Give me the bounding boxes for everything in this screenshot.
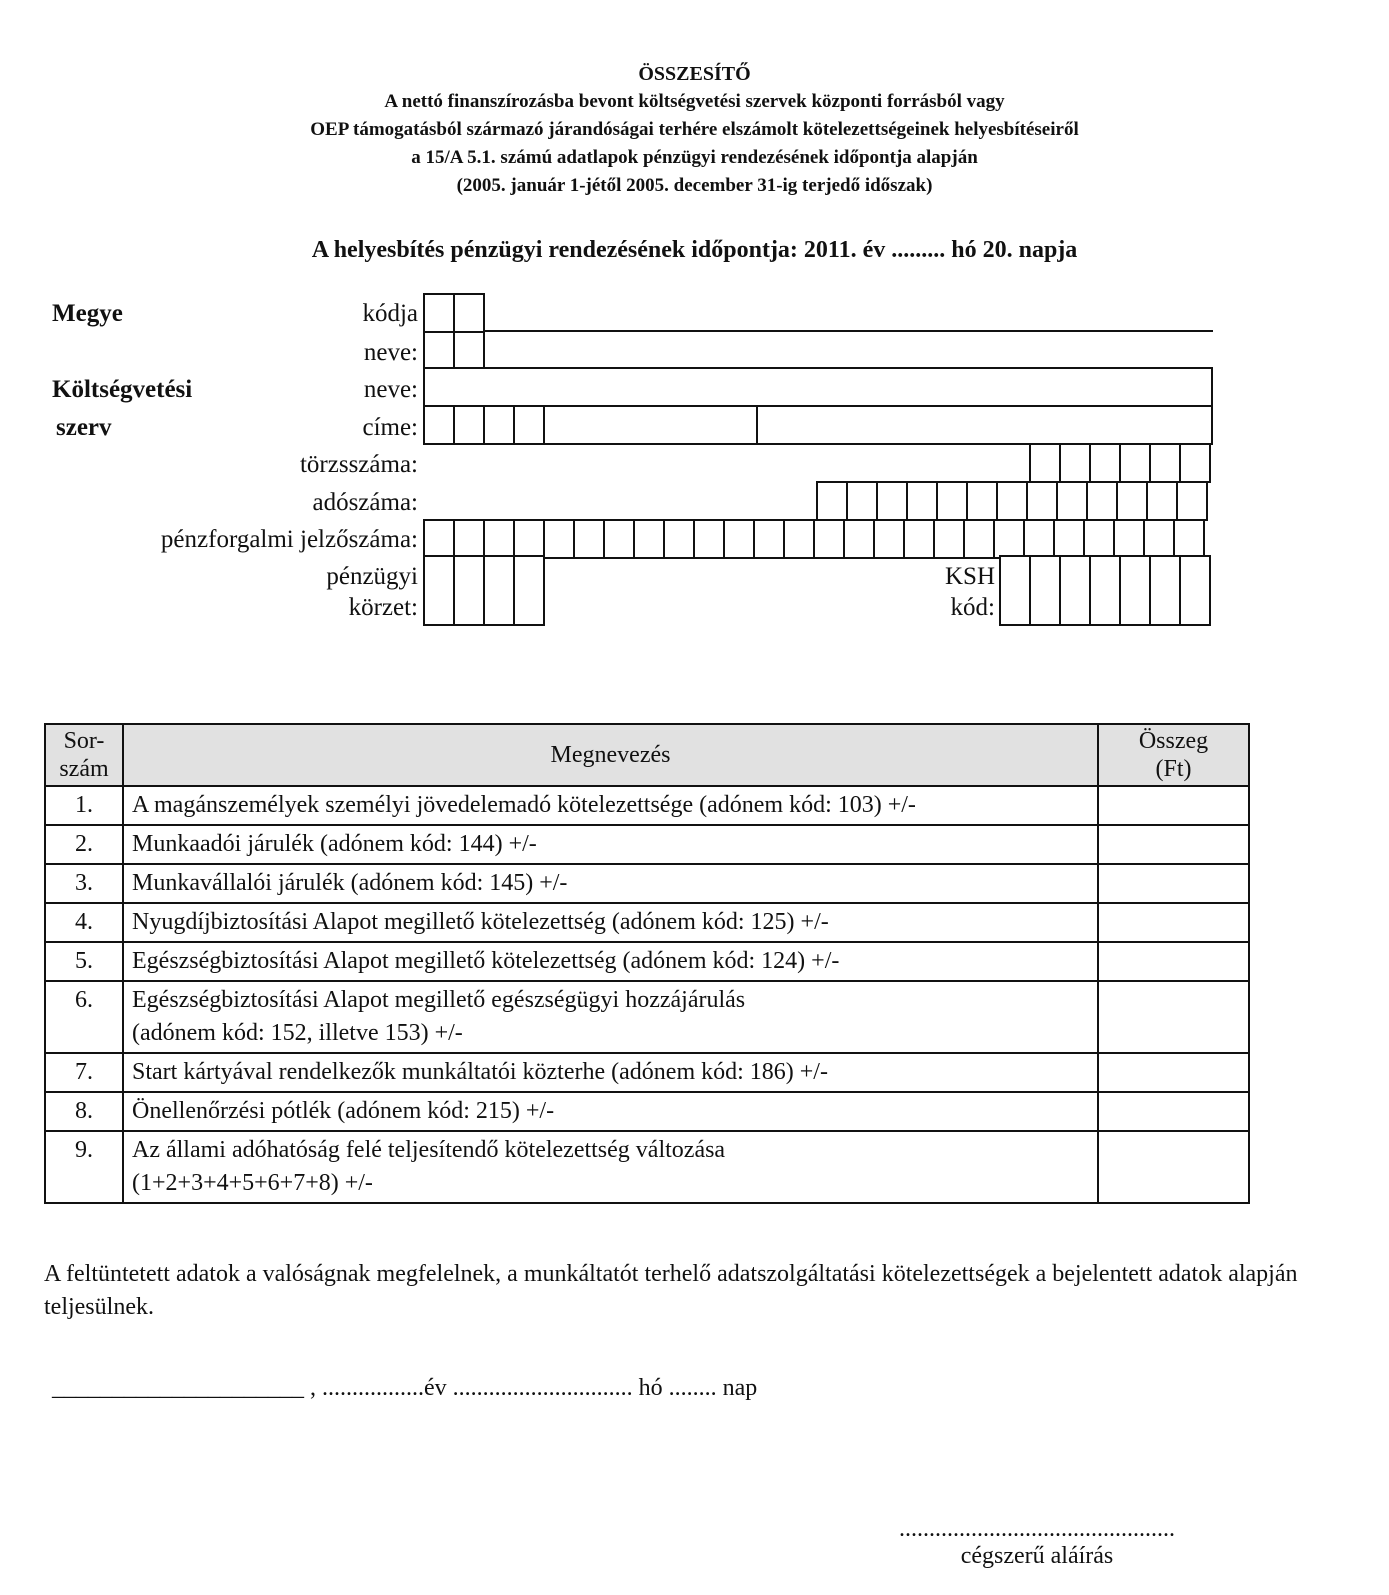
row-amount-cell[interactable]	[1098, 825, 1249, 864]
row-number: 7.	[45, 1053, 123, 1092]
adoszama-label: adószáma:	[312, 489, 418, 516]
penzugyi-label: pénzügyi	[326, 563, 418, 590]
penzforgalmi-cell[interactable]	[843, 519, 875, 559]
table-row	[45, 864, 1249, 903]
penzforgalmi-cell[interactable]	[543, 519, 575, 559]
row-description-line: Egészségbiztosítási Alapot megillető egészségügyi hozzájárulás	[132, 987, 746, 1013]
document-header	[0, 60, 1389, 200]
megye-code-cell[interactable]	[453, 293, 485, 333]
settlement-date-line: A helyesbítés pénzügyi rendezésének időpontja: 2011. év ......... hó 20. napja	[311, 237, 1078, 263]
penzforgalmi-cell[interactable]	[993, 519, 1025, 559]
row-number: 1.	[45, 786, 123, 825]
neve1-label: neve:	[363, 339, 418, 366]
table-row	[45, 825, 1249, 864]
header-sorszam-1: Sor-	[63, 728, 105, 754]
header-megnevezes: Megnevezés	[123, 724, 1098, 786]
penzforgalmi-cell[interactable]	[663, 519, 695, 559]
row-number: 6.	[45, 981, 123, 1053]
ksh-cell[interactable]	[1149, 555, 1181, 626]
ksh-cell[interactable]	[1059, 555, 1091, 626]
penzforgalmi-cell[interactable]	[753, 519, 785, 559]
penzforgalmi-cell[interactable]	[1083, 519, 1115, 559]
torzsszama-label: törzsszáma:	[299, 451, 418, 478]
summary-table	[44, 723, 1250, 1204]
szerv-label: szerv	[56, 414, 112, 441]
torzsszam-cell[interactable]	[1059, 443, 1091, 483]
row-description-line: Egészségbiztosítási Alapot megillető kötelezettség (adónem kód: 124) +/-	[132, 948, 840, 974]
row-amount-cell[interactable]	[1098, 903, 1249, 942]
postcode-cell[interactable]	[453, 405, 485, 445]
neve2-label: neve:	[363, 376, 418, 403]
header-osszeg-2: (Ft)	[1155, 756, 1192, 782]
adoszam-cell[interactable]	[1116, 481, 1148, 521]
torzsszam-cell[interactable]	[1179, 443, 1211, 483]
adoszam-cell[interactable]	[1176, 481, 1208, 521]
row-description	[123, 981, 1098, 1053]
penzforgalmi-cell[interactable]	[903, 519, 935, 559]
penzforgalmi-cell[interactable]	[1173, 519, 1205, 559]
ksh-cell[interactable]	[1179, 555, 1211, 626]
table-row	[45, 1092, 1249, 1131]
date-place-line[interactable]: _____________________ , .................év .............................. hó ........ nap	[52, 1375, 758, 1401]
signature-label: cégszerű aláírás	[960, 1543, 1114, 1569]
row-number: 4.	[45, 903, 123, 942]
header-sorszam-2: szám	[59, 756, 109, 782]
korzet-cell[interactable]	[453, 555, 485, 626]
adoszam-cell[interactable]	[936, 481, 968, 521]
adoszam-cell[interactable]	[1146, 481, 1178, 521]
table-row	[45, 903, 1249, 942]
header-line-3: a 15/A 5.1. számú adatlapok pénzügyi rendezésének időpontja alapján	[411, 147, 978, 168]
postcode-cell[interactable]	[483, 405, 515, 445]
header-line-1: A nettó finanszírozásba bevont költségvetési szervek központi forrásból vagy	[384, 91, 1005, 112]
row-description-line-2: (1+2+3+4+5+6+7+8) +/-	[132, 1170, 373, 1196]
adoszam-cell[interactable]	[1086, 481, 1118, 521]
penzforgalmi-cell[interactable]	[633, 519, 665, 559]
adoszam-cell[interactable]	[966, 481, 998, 521]
row-description-line: Start kártyával rendelkezők munkáltatói közterhe (adónem kód: 186) +/-	[132, 1059, 828, 1085]
penzforgalmi-cell[interactable]	[723, 519, 755, 559]
row-description	[123, 786, 1098, 825]
penzforgalmi-cell[interactable]	[933, 519, 965, 559]
penzforgalmi-cell[interactable]	[873, 519, 905, 559]
penzforgalmi-cell[interactable]	[813, 519, 845, 559]
torzsszam-cell[interactable]	[1119, 443, 1151, 483]
koltsegvetesi-label: Költségvetési	[52, 376, 193, 403]
signature-dots[interactable]: ..............................................	[899, 1516, 1175, 1542]
row-description	[123, 864, 1098, 903]
row-description-line: Munkavállalói járulék (adónem kód: 145) +/-	[132, 870, 568, 896]
header-sorszam	[45, 724, 123, 786]
megye-name-cell[interactable]	[423, 331, 455, 369]
row-number: 8.	[45, 1092, 123, 1131]
table-row	[45, 786, 1249, 825]
row-description-line-2: (adónem kód: 152, illetve 153) +/-	[132, 1020, 463, 1046]
penzforgalmi-cell[interactable]	[1143, 519, 1175, 559]
adoszam-cell[interactable]	[876, 481, 908, 521]
adoszam-cell[interactable]	[1026, 481, 1058, 521]
ksh-cell[interactable]	[999, 555, 1031, 626]
row-number: 5.	[45, 942, 123, 981]
cime-label: címe:	[362, 414, 418, 441]
row-amount-cell[interactable]	[1098, 981, 1249, 1053]
adoszam-cell[interactable]	[816, 481, 848, 521]
kodja-label: kódja	[362, 300, 418, 327]
row-description	[123, 1092, 1098, 1131]
table-row	[45, 981, 1249, 1053]
ksh-label: KSH	[944, 563, 995, 590]
penzforgalmi-cell[interactable]	[1053, 519, 1085, 559]
torzsszam-cell[interactable]	[1149, 443, 1181, 483]
megye-name-underline	[483, 330, 1213, 332]
megye-code-cell[interactable]	[423, 293, 455, 333]
ksh-cell[interactable]	[1089, 555, 1121, 626]
row-amount-cell[interactable]	[1098, 786, 1249, 825]
row-amount-cell[interactable]	[1098, 1053, 1249, 1092]
postcode-cell[interactable]	[513, 405, 545, 445]
ksh-cell[interactable]	[1029, 555, 1061, 626]
row-number: 9.	[45, 1131, 123, 1203]
row-amount-cell[interactable]	[1098, 1092, 1249, 1131]
header-osszeg	[1098, 724, 1249, 786]
adoszam-cell[interactable]	[996, 481, 1028, 521]
header-line-4: (2005. január 1-jétől 2005. december 31-ig terjedő időszak)	[456, 175, 933, 196]
document-title: ÖSSZESÍTŐ	[638, 63, 751, 85]
header-osszeg-1: Összeg	[1138, 728, 1209, 754]
megye-label: Megye	[52, 300, 123, 327]
korzet-label: körzet:	[348, 594, 418, 621]
penzforgalmi-cell[interactable]	[453, 519, 485, 559]
penzforgalmi-cell[interactable]	[963, 519, 995, 559]
row-number: 2.	[45, 825, 123, 864]
row-description	[123, 942, 1098, 981]
torzsszam-cell[interactable]	[1089, 443, 1121, 483]
penzforgalmi-cell[interactable]	[483, 519, 515, 559]
row-description-line: Az állami adóhatóság felé teljesítendő kötelezettség változása	[132, 1137, 726, 1163]
row-amount-cell[interactable]	[1098, 864, 1249, 903]
row-number: 3.	[45, 864, 123, 903]
table-row	[45, 942, 1249, 981]
ksh-cell[interactable]	[1119, 555, 1151, 626]
megye-name-cell[interactable]	[453, 331, 485, 369]
korzet-cell[interactable]	[513, 555, 545, 626]
row-description	[123, 825, 1098, 864]
penzforgalmi-cell[interactable]	[783, 519, 815, 559]
korzet-cell[interactable]	[483, 555, 515, 626]
kod-label: kód:	[950, 594, 995, 621]
table-row	[45, 1053, 1249, 1092]
row-description-line: Önellenőrzési pótlék (adónem kód: 215) +/-	[132, 1098, 555, 1124]
row-description-line: Nyugdíjbiztosítási Alapot megillető kötelezettség (adónem kód: 125) +/-	[132, 909, 829, 935]
header-line-2: OEP támogatásból származó járandóságai terhére elszámolt kötelezettségeinek helyesbítéseiről	[310, 119, 1079, 140]
adoszam-cell[interactable]	[1056, 481, 1088, 521]
declaration-text: A feltüntetett adatok a valóságnak megfelelnek, a munkáltatót terhelő adatszolgáltatási kötelezettségek a bejelentett adatok alapján teljesülnek.	[44, 1261, 1298, 1320]
penzforgalmi-cell[interactable]	[603, 519, 635, 559]
penzforgalmi-cell[interactable]	[423, 519, 455, 559]
row-description-line: A magánszemélyek személyi jövedelemadó kötelezettsége (adónem kód: 103) +/-	[132, 792, 916, 818]
penzforgalmi-cell[interactable]	[1023, 519, 1055, 559]
torzsszam-cell[interactable]	[1029, 443, 1061, 483]
penzforgalmi-label: pénzforgalmi jelzőszáma:	[160, 526, 418, 553]
penzforgalmi-cell[interactable]	[513, 519, 545, 559]
row-description	[123, 1131, 1098, 1203]
postcode-cell[interactable]	[423, 405, 455, 445]
row-amount-cell[interactable]	[1098, 1131, 1249, 1203]
adoszam-cell[interactable]	[846, 481, 878, 521]
city-cell[interactable]	[543, 405, 758, 445]
penzforgalmi-cell[interactable]	[693, 519, 725, 559]
row-description	[123, 903, 1098, 942]
table-row	[45, 1131, 1249, 1203]
row-amount-cell[interactable]	[1098, 942, 1249, 981]
szerv-name-field[interactable]	[423, 367, 1213, 407]
penzforgalmi-cell[interactable]	[1113, 519, 1145, 559]
signature-block	[872, 1516, 1202, 1570]
penzforgalmi-cell[interactable]	[573, 519, 605, 559]
korzet-cell[interactable]	[423, 555, 455, 626]
table-header-row	[45, 724, 1249, 786]
row-description-line: Munkaadói járulék (adónem kód: 144) +/-	[132, 831, 537, 857]
row-description	[123, 1053, 1098, 1092]
adoszam-cell[interactable]	[906, 481, 938, 521]
